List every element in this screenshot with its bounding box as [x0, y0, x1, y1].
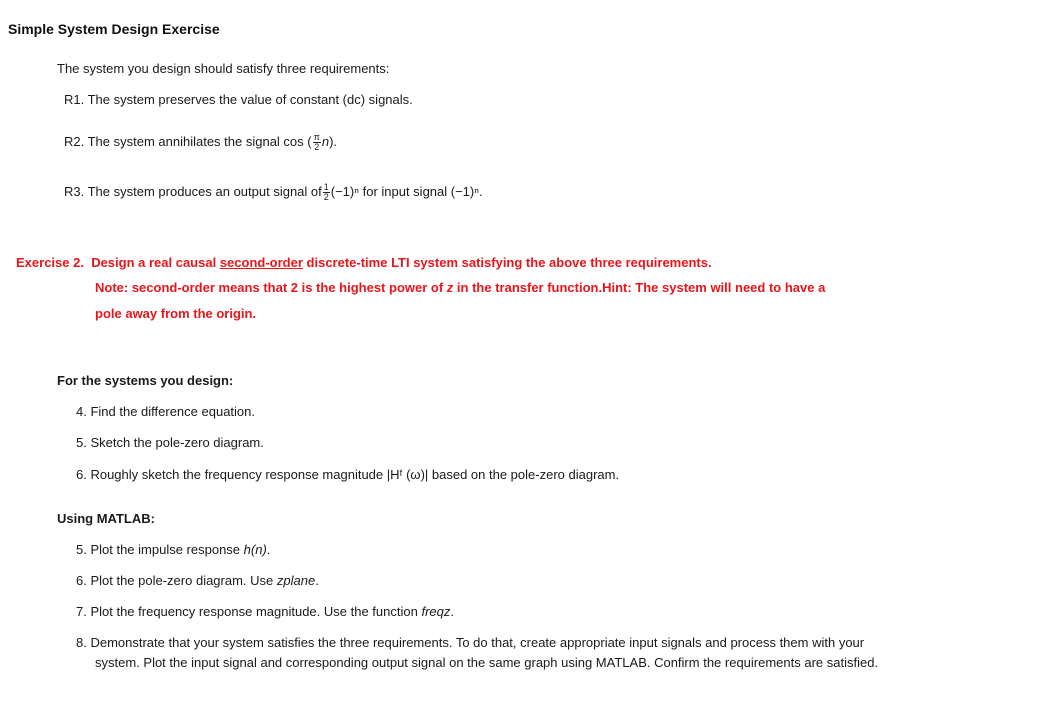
- matlab-item-6-zplane: zplane: [276, 573, 316, 588]
- page-title: Simple System Design Exercise: [8, 21, 220, 37]
- design-heading: For the systems you design:: [57, 373, 234, 388]
- requirement-r2-variable: n: [321, 133, 330, 149]
- matlab-item-8-line2: system. Plot the input signal and corresponding output signal on the same graph using MATLAB. Confirm the requirements are satisfied.: [95, 655, 879, 670]
- matlab-item-5-end: .: [266, 542, 271, 557]
- matlab-item-7-end: .: [450, 604, 454, 619]
- matlab-item-8-line1: 8. Demonstrate that your system satisfies the three requirements. To do that, create appropriate input signals and process them with your: [76, 635, 865, 650]
- intro-text: The system you design should satisfy three requirements:: [57, 61, 390, 76]
- matlab-item-7-freqz: freqz: [421, 604, 451, 619]
- fraction-denominator: 2: [314, 142, 320, 152]
- matlab-item-5-text: 5. Plot the impulse response: [76, 542, 241, 557]
- second-order-underlined: second-order: [219, 255, 303, 270]
- exercise-note-line1: [95, 280, 825, 295]
- matlab-item-6-end: .: [315, 573, 319, 588]
- requirement-r2: [64, 133, 337, 152]
- pi-over-2-fraction: [313, 133, 321, 152]
- exercise-text-a: Design a real causal: [91, 255, 217, 270]
- design-item-6: 6. Roughly sketch the frequency response magnitude |Hᶠ (ω)| based on the pole-zero diagram.: [76, 467, 620, 482]
- one-half-fraction: [323, 183, 330, 202]
- matlab-item-5-hn: h(n): [243, 542, 267, 557]
- exercise-label: Exercise 2.: [16, 255, 84, 270]
- design-item-4: 4. Find the difference equation.: [76, 404, 255, 419]
- requirement-r2-paren: (: [307, 133, 312, 149]
- note-z-variable: z: [446, 280, 454, 295]
- design-item-5: 5. Sketch the pole-zero diagram.: [76, 435, 264, 450]
- matlab-item-7-text: 7. Plot the frequency response magnitude. Use the function: [76, 604, 418, 619]
- matlab-item-7: [76, 604, 454, 619]
- requirement-r2-prefix: R2. The system annihilates the signal cos: [64, 133, 304, 149]
- note-text-b: in the transfer function.Hint: The system will need to have a: [456, 280, 826, 295]
- exercise-statement: [16, 255, 712, 270]
- fraction-numerator: 1: [323, 182, 329, 192]
- matlab-item-6: [76, 573, 319, 588]
- fraction-numerator: π: [313, 132, 320, 142]
- note-text-a: Note: second-order means that 2 is the highest power of: [95, 280, 444, 295]
- fraction-denominator: 2: [323, 192, 329, 202]
- matlab-item-6-text: 6. Plot the pole-zero diagram. Use: [76, 573, 274, 588]
- exercise-note-line2: pole away from the origin.: [95, 306, 257, 321]
- requirement-r3-mid: (−1)ⁿ for input signal (−1)ⁿ.: [330, 183, 483, 199]
- matlab-heading: Using MATLAB:: [57, 511, 155, 526]
- matlab-item-5: [76, 542, 270, 557]
- requirement-r1: R1. The system preserves the value of constant (dc) signals.: [64, 92, 413, 107]
- requirement-r2-suffix: ).: [329, 133, 338, 149]
- requirement-r3: [64, 183, 483, 202]
- exercise-text-b: discrete-time LTI system satisfying the above three requirements.: [306, 255, 712, 270]
- requirement-r3-prefix: R3. The system produces an output signal of: [64, 183, 322, 199]
